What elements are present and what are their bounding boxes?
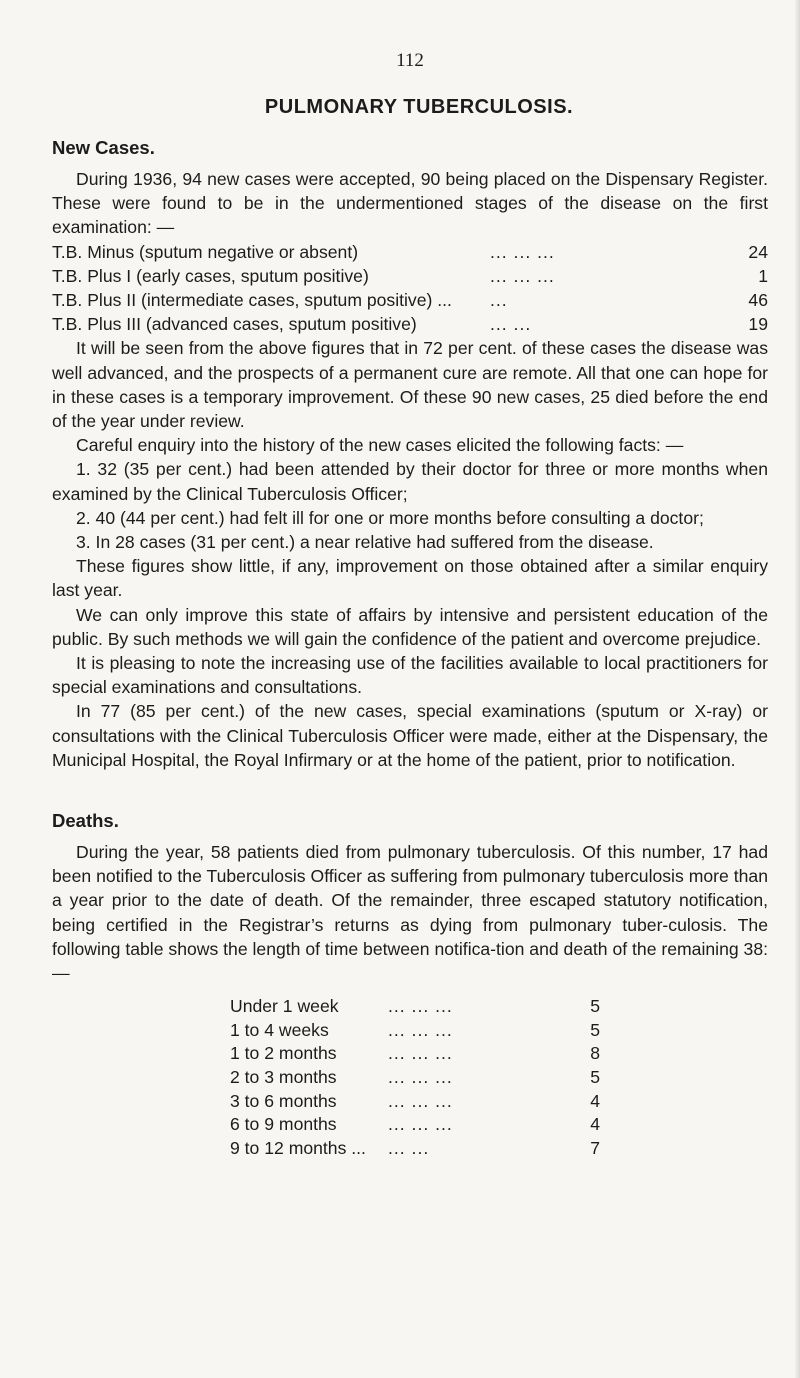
- paragraph: Careful enquiry into the history of the new cases elicited the following facts: —: [76, 435, 684, 456]
- paragraph-fact-3: 3. In 28 cases (31 per cent.) a near relative had suffered from the disease.: [76, 532, 654, 553]
- leader-dots: ... ... ...: [388, 996, 453, 1017]
- leader-dots: ... ... ...: [388, 1090, 453, 1111]
- leader-dots: ... ... ...: [388, 1019, 453, 1040]
- document-page: [52, 50, 768, 1160]
- interval-label: 1 to 2 months: [230, 1043, 337, 1064]
- stage-label: T.B. Minus (sputum negative or absent): [52, 241, 359, 262]
- interval-label: 3 to 6 months: [230, 1090, 337, 1111]
- leader-dots: ... ... ...: [490, 265, 555, 286]
- stage-count: 24: [748, 241, 768, 262]
- interval-row: [230, 1042, 768, 1066]
- section-heading-deaths: Deaths.: [52, 810, 119, 832]
- interval-count: 4: [590, 1090, 600, 1111]
- leader-dots: ... ... ...: [388, 1043, 453, 1064]
- interval-count: 5: [590, 1019, 600, 1040]
- paragraph-fact-1: 1. 32 (35 per cent.) had been attended by their doctor for three or more months when examined by the Clinical Tuberculosis Officer;: [52, 459, 768, 504]
- stage-row: [52, 240, 768, 264]
- interval-row: [230, 995, 768, 1019]
- interval-count: 4: [590, 1114, 600, 1135]
- stage-label: T.B. Plus II (intermediate cases, sputum positive) ...: [52, 290, 452, 311]
- paragraph: It is pleasing to note the increasing use of the facilities available to local practitioners for special examinations and consultations.: [52, 653, 768, 698]
- page-number: 112: [396, 50, 424, 71]
- stage-row: [52, 264, 768, 288]
- section-heading-new-cases: New Cases.: [52, 137, 155, 158]
- stage-count: 19: [748, 314, 768, 335]
- paragraph: We can only improve this state of affairs by intensive and persistent education of the public. By such methods we will gain the confidence of the patient and overcome prejudice.: [52, 604, 768, 649]
- leader-dots: ... ... ...: [388, 1114, 453, 1135]
- paragraph: These figures show little, if any, improvement on those obtained after a similar enquiry last year.: [52, 556, 768, 601]
- paragraph: It will be seen from the above figures that in 72 per cent. of these cases the disease was well advanced, and the prospects of a permanent cure are remote. All that one can hope for in these cases is a temporary improvement. Of these 90 new cases, 25 died before the end of the year under review.: [52, 338, 768, 432]
- stage-label: T.B. Plus III (advanced cases, sputum positive): [52, 314, 417, 335]
- interval-count: 5: [590, 996, 600, 1017]
- stage-label: T.B. Plus I (early cases, sputum positive): [52, 265, 369, 286]
- stage-row: [52, 288, 768, 312]
- interval-row: [230, 1090, 768, 1114]
- interval-label: 1 to 4 weeks: [230, 1019, 329, 1040]
- interval-row: [230, 1113, 768, 1137]
- page-edge-shadow: [794, 0, 800, 1378]
- leader-dots: ... ... ...: [490, 241, 555, 262]
- leader-dots: ...: [490, 290, 508, 311]
- interval-count: 7: [590, 1137, 600, 1158]
- stage-count: 1: [758, 265, 768, 286]
- page-title: PULMONARY TUBERCULOSIS.: [264, 96, 574, 118]
- stage-count: 46: [748, 290, 768, 311]
- stage-row: [52, 312, 768, 336]
- interval-row: [230, 1019, 768, 1043]
- interval-label: Under 1 week: [230, 996, 339, 1017]
- interval-row: [230, 1137, 768, 1161]
- interval-count: 5: [590, 1067, 600, 1088]
- paragraph-fact-2: 2. 40 (44 per cent.) had felt ill for one or more months before consulting a doctor;: [76, 507, 704, 528]
- interval-label: 6 to 9 months: [230, 1114, 337, 1135]
- paragraph-intro: During 1936, 94 new cases were accepted, 90 being placed on the Dispensary Register. These were found to be in the undermentioned stages of the disease on the first examination: —: [52, 169, 768, 238]
- interval-table: [230, 995, 768, 1160]
- paragraph-deaths: During the year, 58 patients died from pulmonary tuberculosis. Of this number, 17 had been notified to the Tuberculosis Officer as suffering from pulmonary tuberculosis more than a year prior to the date of death. Of the remainder, three escaped statutory notification, being certified in the Registrar’s returns as dying from pulmonary tuber-culosis. The following table shows the length of time between notifica-tion and death of the remaining 38: —: [52, 842, 768, 984]
- interval-row: [230, 1066, 768, 1090]
- paragraph: In 77 (85 per cent.) of the new cases, special examinations (sputum or X-ray) or consultations with the Clinical Tuberculosis Officer were made, either at the Dispensary, the Municipal Hospital, the Royal Infirmary or at the home of the patient, prior to notification.: [52, 701, 768, 770]
- interval-count: 8: [590, 1043, 600, 1064]
- leader-dots: ... ...: [388, 1137, 430, 1158]
- stages-list: [52, 240, 768, 337]
- interval-label: 2 to 3 months: [230, 1067, 337, 1088]
- interval-label: 9 to 12 months ...: [230, 1137, 366, 1158]
- leader-dots: ... ... ...: [388, 1067, 453, 1088]
- leader-dots: ... ...: [490, 314, 532, 335]
